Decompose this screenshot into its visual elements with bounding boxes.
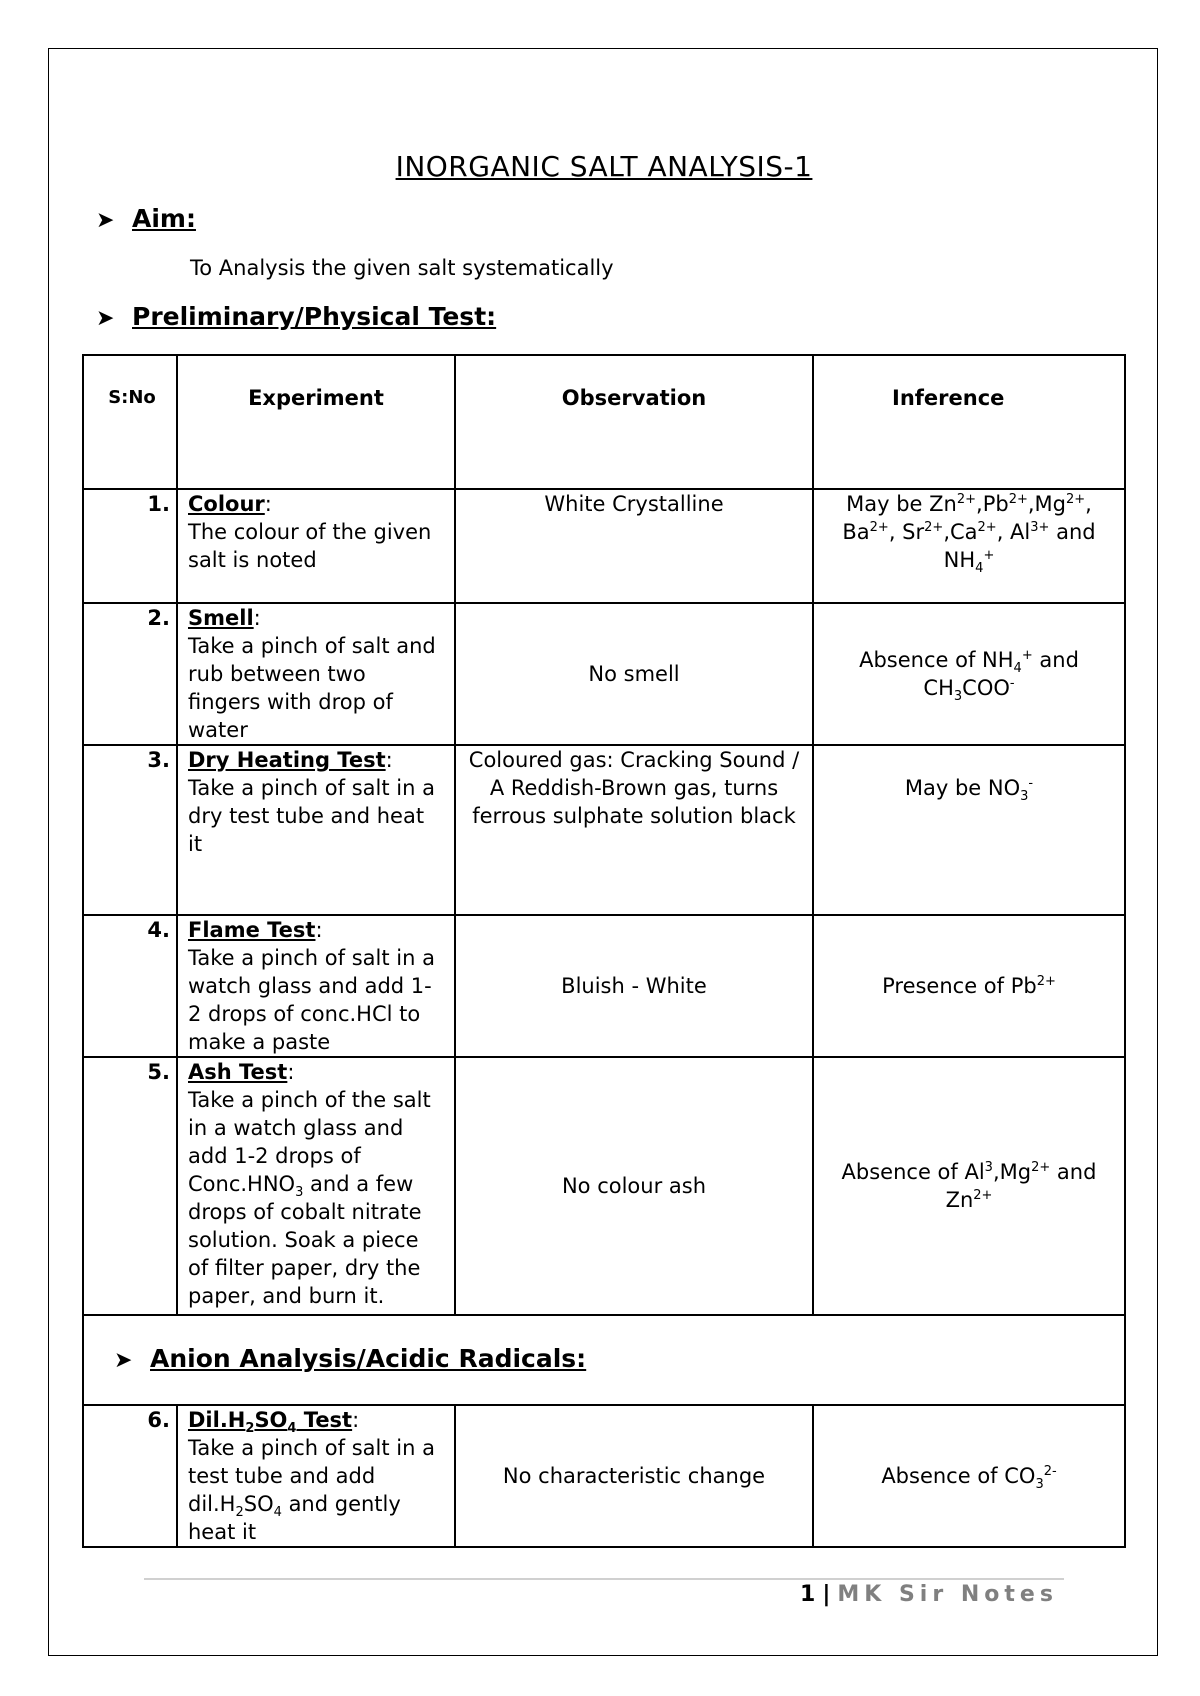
row-number: 1. [83, 489, 177, 603]
aim-heading-label: Aim: [132, 204, 196, 233]
experiment-cell: $Dil.H_2SO_4$ Test: Take a pinch of salt in a test tube and add $dil.H_2SO_4$ and gently heat it [177, 1405, 455, 1547]
experiment-text: The colour of the given salt is noted [188, 520, 432, 572]
footer-brand: MK Sir Notes [837, 1582, 1058, 1607]
preliminary-heading-label: Preliminary/Physical Test: [132, 302, 497, 331]
arrow-bullet-icon: ➤ [96, 208, 115, 233]
row-number: 5. [83, 1057, 177, 1315]
row-number: 6. [83, 1405, 177, 1547]
page-title: INORGANIC SALT ANALYSIS-1 [395, 150, 813, 183]
experiment-text: Take a pinch of salt in a watch glass and add 1-2 drops of conc.HCl to make a paste [188, 946, 435, 1054]
experiment-cell: Flame Test: Take a pinch of salt in a watch glass and add 1-2 drops of conc.HCl to make a paste [177, 915, 455, 1057]
table-row [83, 603, 1125, 745]
experiment-text: Take a pinch of the salt in a watch glass and add 1-2 drops of $Conc.HNO_3$ and a few drops of cobalt nitrate solution. Soak a piece of filter paper, dry the paper, and burn it. [188, 1088, 431, 1308]
inference-cell: May be $NO_3^-$ [813, 745, 1125, 915]
experiment-title: Colour [188, 492, 265, 516]
table-row [83, 1057, 1125, 1315]
arrow-bullet-icon: ➤ [114, 1348, 133, 1373]
observation-cell: No colour ash [455, 1057, 813, 1315]
row-number: 2. [83, 603, 177, 745]
page-number: 1 [800, 1582, 816, 1607]
anion-heading: Anion Analysis/Acidic Radicals: [150, 1344, 587, 1373]
experiment-cell: Dry Heating Test: Take a pinch of salt in a dry test tube and heat it [177, 745, 455, 915]
inference-cell: Absence of $NH_4^+$ and $CH_3COO^-$ [813, 603, 1125, 745]
experiment-text: Take a pinch of salt in a dry test tube and heat it [188, 776, 435, 856]
inference-cell: Absence of $CO_3^{2-}$ [813, 1405, 1125, 1547]
table-row [83, 489, 1125, 603]
header-sno: S:No [83, 355, 177, 489]
observation-cell: Bluish - White [455, 915, 813, 1057]
inference-cell: May be $Zn^{2+},Pb^{2+},Mg^{2+}$, $Ba^{2+}$, $Sr^{2+},Ca^{2+}$, $Al^{3+}$ and $NH_4^+$ [813, 489, 1125, 603]
observation-cell: White Crystalline [455, 489, 813, 603]
observation-cell: No smell [455, 603, 813, 745]
anion-section-row [83, 1315, 1125, 1405]
anion-heading-cell [83, 1315, 1125, 1405]
experiment-title: Ash Test [188, 1060, 288, 1084]
aim-text: To Analysis the given salt systematically [190, 256, 614, 280]
experiment-text: Take a pinch of salt in a test tube and add $dil.H_2SO_4$ and gently heat it [188, 1436, 435, 1544]
table-row [83, 915, 1125, 1057]
header-observation: Observation [455, 355, 813, 489]
experiment-title: Dry Heating Test [188, 748, 386, 772]
header-experiment: Experiment [177, 355, 455, 489]
row-number: 3. [83, 745, 177, 915]
experiment-cell: Smell: Take a pinch of salt and rub between two fingers with drop of water [177, 603, 455, 745]
experiment-cell: Ash Test: Take a pinch of the salt in a watch glass and add 1-2 drops of $Conc.HNO_3$ and a few drops of cobalt nitrate solution. Soak a piece of filter paper, dry the paper, and burn it. [177, 1057, 455, 1315]
table-row [83, 745, 1125, 915]
experiment-title: $Dil.H_2SO_4$ Test [188, 1408, 353, 1437]
preliminary-heading [96, 302, 496, 331]
arrow-bullet-icon: ➤ [96, 306, 115, 331]
footer [800, 1582, 1058, 1607]
observation-cell: Coloured gas: Cracking Sound / A Reddish-Brown gas, turns ferrous sulphate solution black [455, 745, 813, 915]
experiment-text: Take a pinch of salt and rub between two fingers with drop of water [188, 634, 436, 742]
inference-cell: Presence of $Pb^{2+}$ [813, 915, 1125, 1057]
analysis-table [82, 354, 1126, 1548]
experiment-cell: Colour: The colour of the given salt is noted [177, 489, 455, 603]
table-header-row [83, 355, 1125, 489]
row-number: 4. [83, 915, 177, 1057]
table-row [83, 1405, 1125, 1547]
observation-cell: No characteristic change [455, 1405, 813, 1547]
header-inference: Inference [813, 355, 1125, 489]
experiment-title: Smell [188, 606, 254, 630]
inference-cell: Absence of $Al^3,Mg^{2+}$ and $Zn^{2+}$ [813, 1057, 1125, 1315]
footer-separator: | [822, 1582, 831, 1607]
experiment-title: Flame Test [188, 918, 316, 942]
aim-heading [96, 204, 196, 233]
footer-divider [144, 1578, 1064, 1580]
